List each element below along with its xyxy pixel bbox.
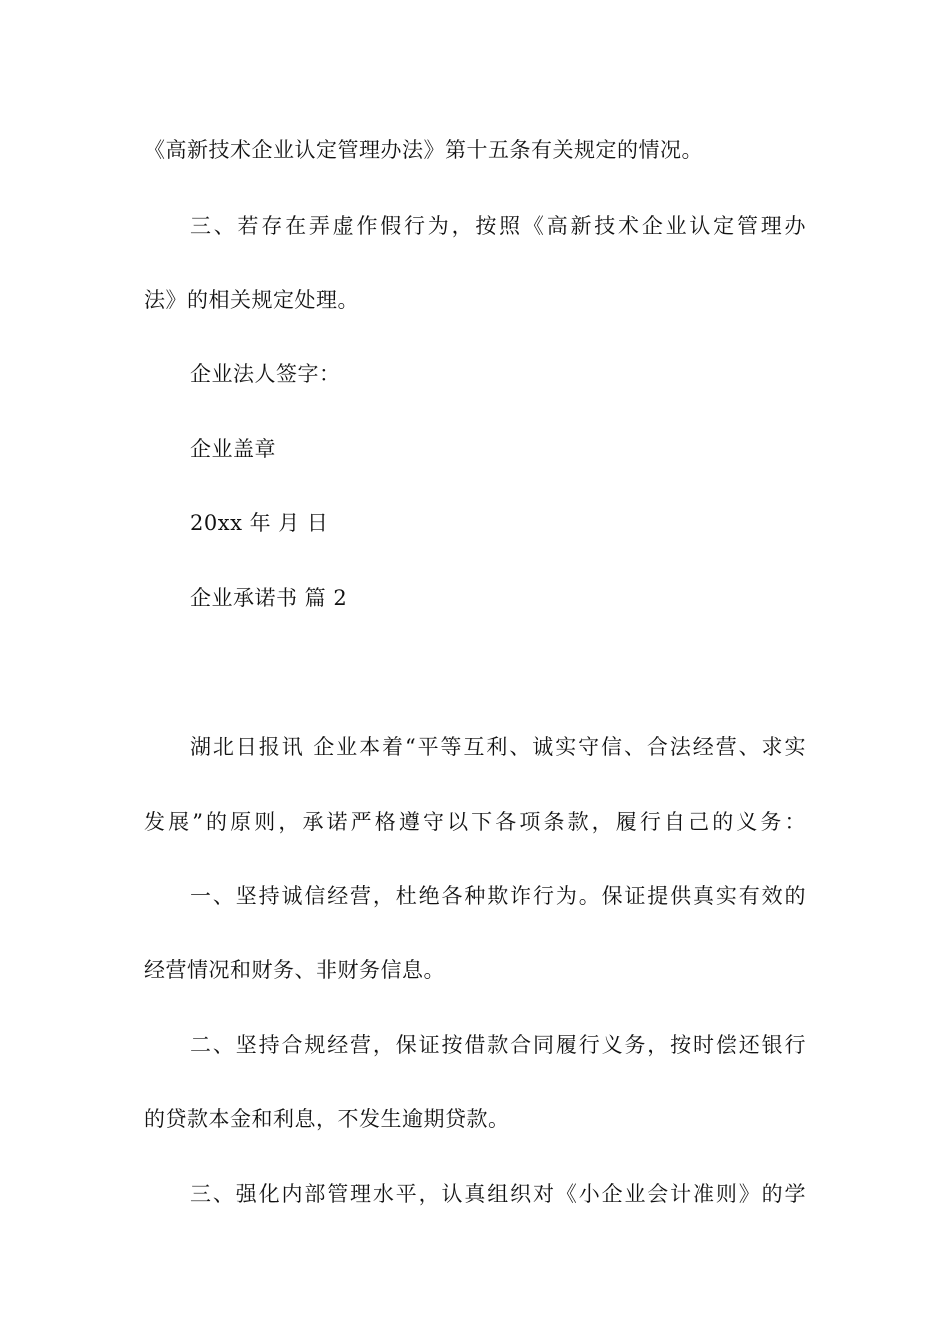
- paragraph-line: 三、若存在弄虚作假行为，按照《高新技术企业认定管理办: [190, 214, 806, 238]
- seal-label: 企业盖章: [190, 437, 276, 461]
- paragraph-line: 《高新技术企业认定管理办法》第十五条有关规定的情况。: [144, 138, 703, 162]
- paragraph-line: 的贷款本金和利息，不发生逾期贷款。: [144, 1107, 510, 1131]
- paragraph-line: 法》的相关规定处理。: [144, 288, 359, 312]
- paragraph-line: 经营情况和财务、非财务信息。: [144, 958, 445, 982]
- paragraph-line: 发展”的原则，承诺严格遵守以下各项条款，履行自己的义务：: [144, 810, 806, 834]
- paragraph-line: 三、强化内部管理水平，认真组织对《小企业会计准则》的学: [190, 1182, 806, 1206]
- section-heading: 企业承诺书 篇 2: [190, 586, 348, 610]
- signature-label: 企业法人签字：: [190, 362, 341, 386]
- date-line: 20xx 年 月 日: [190, 511, 329, 535]
- paragraph-line: 湖北日报讯 企业本着“平等互利、诚实守信、合法经营、求实: [190, 735, 806, 759]
- paragraph-line: 二、坚持合规经营，保证按借款合同履行义务，按时偿还银行: [190, 1033, 806, 1057]
- paragraph-line: 一、坚持诚信经营，杜绝各种欺诈行为。保证提供真实有效的: [190, 884, 806, 908]
